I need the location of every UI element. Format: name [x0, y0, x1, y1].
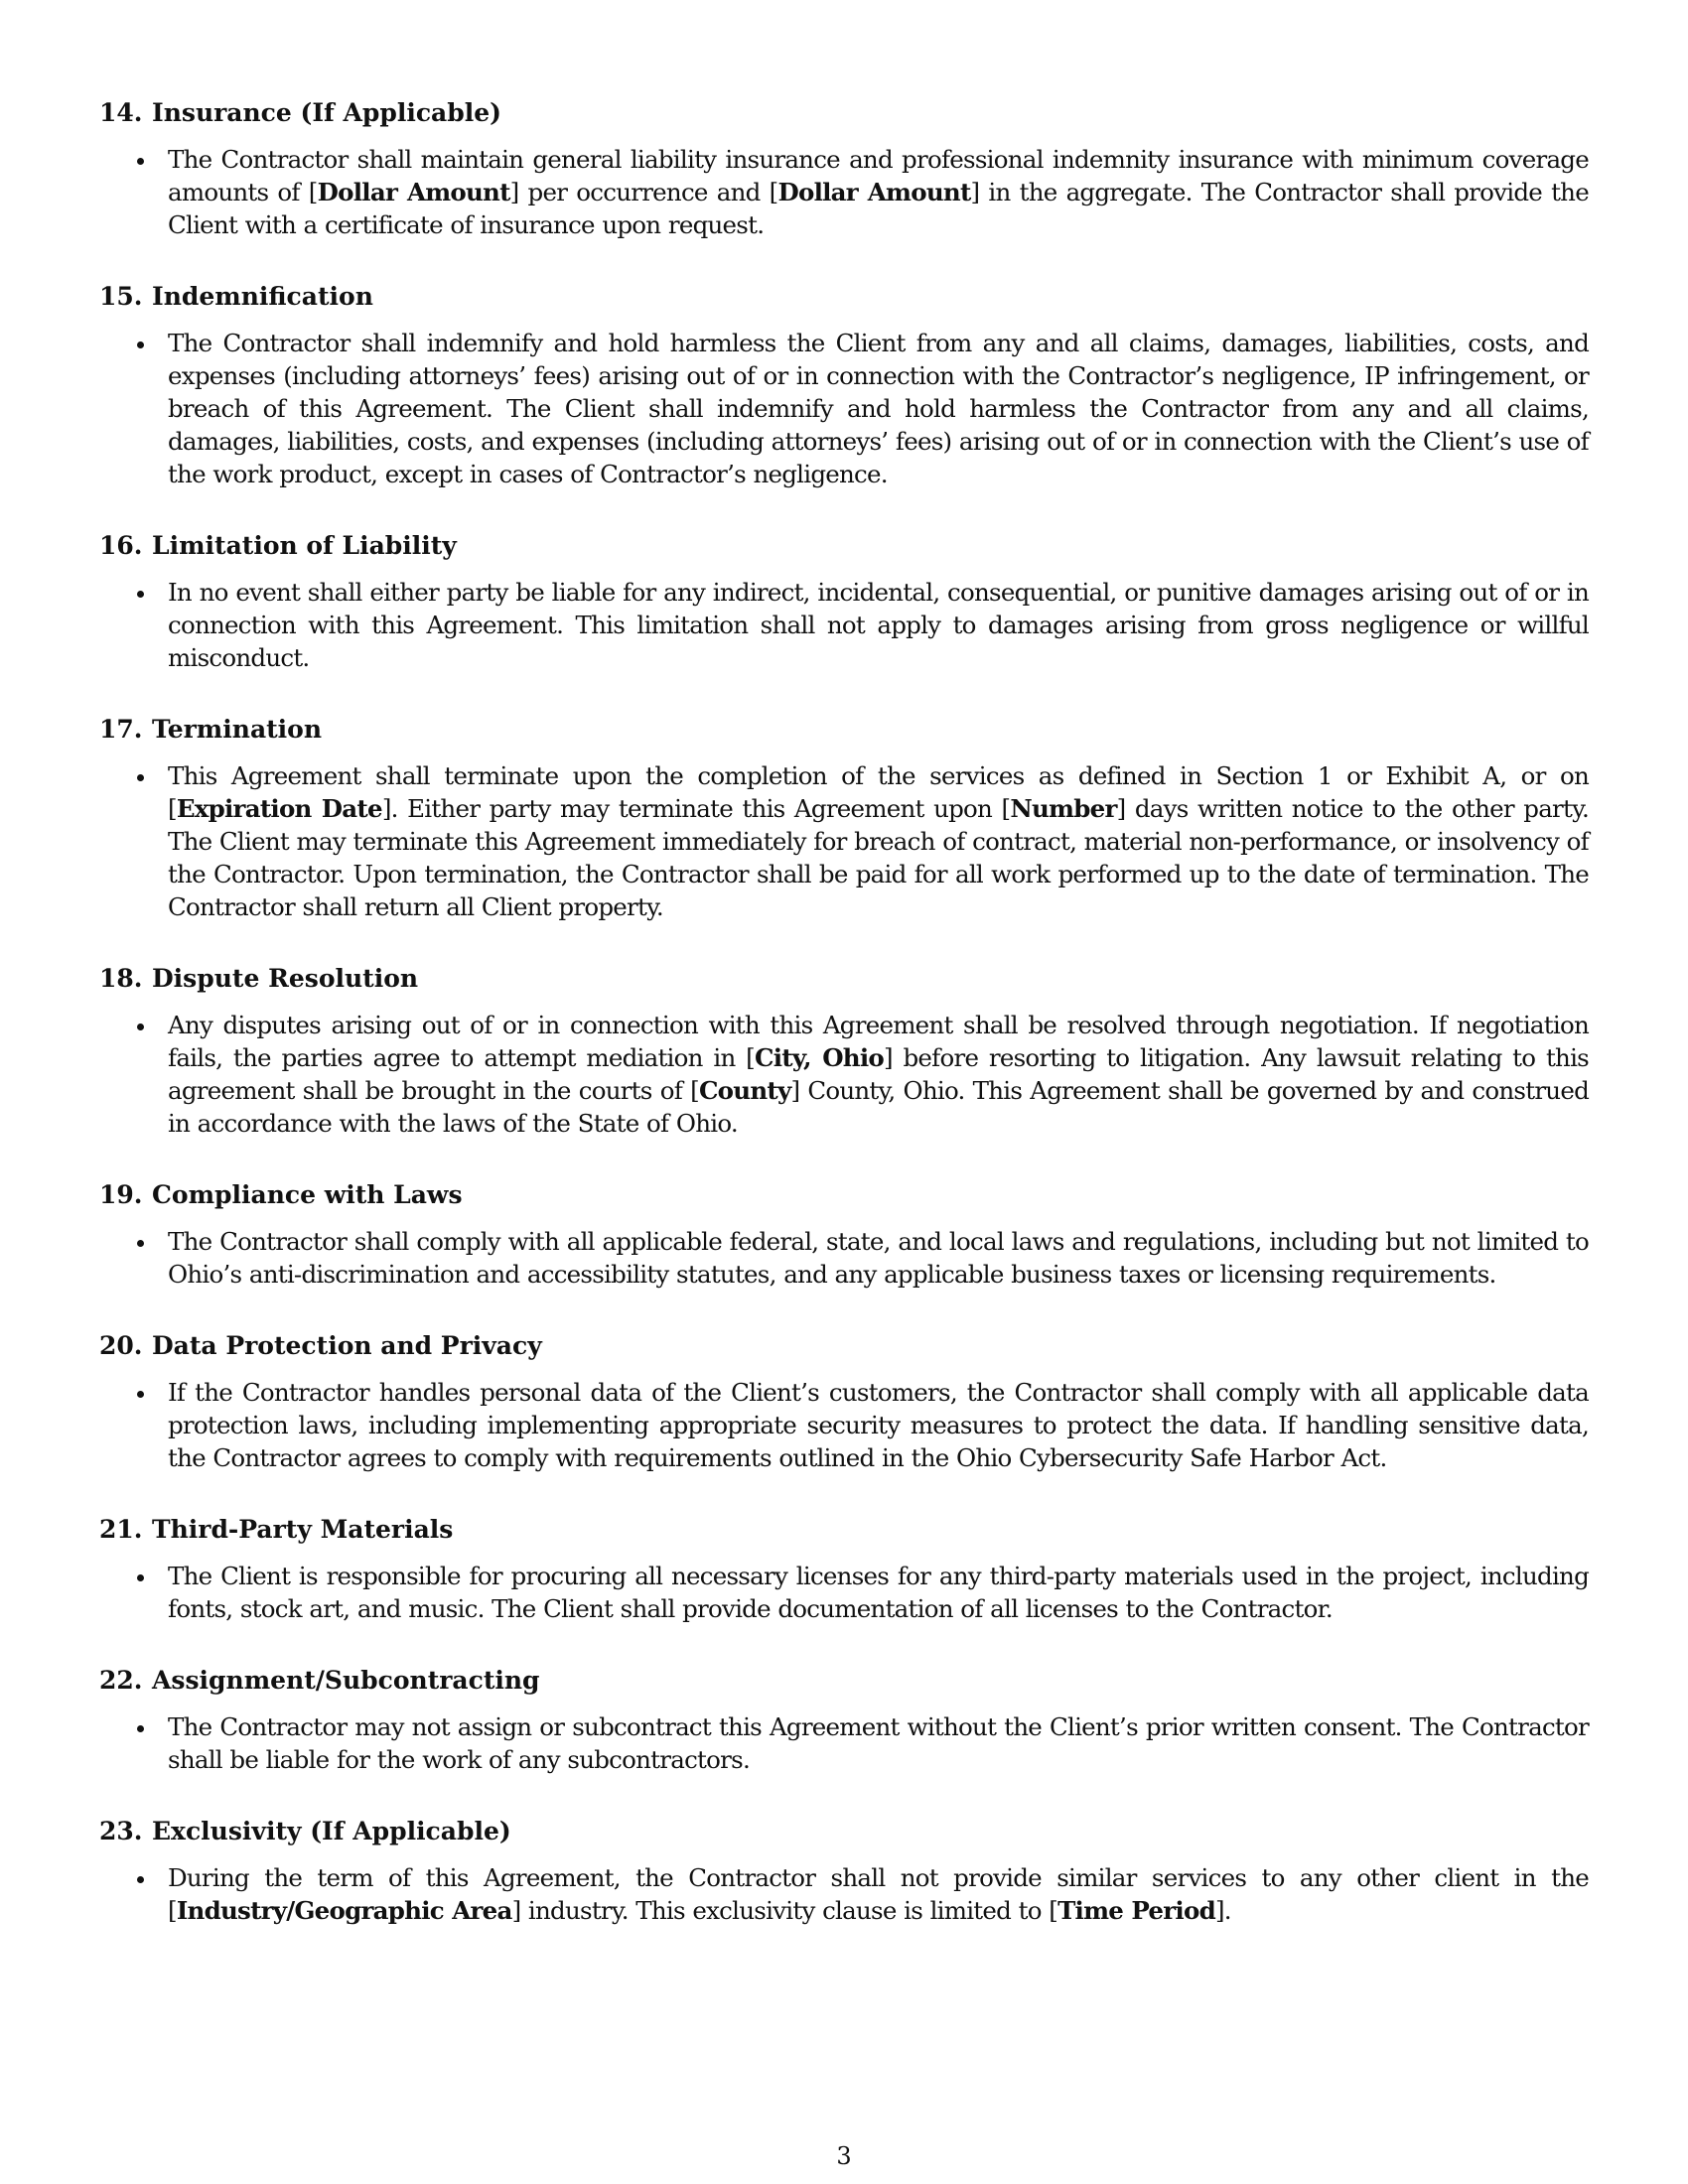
placeholder-field: Industry/Geographic Area: [176, 1896, 512, 1925]
section-text: [168, 143, 1589, 241]
section-text: [168, 327, 1589, 490]
section-title: Assignment/Subcontracting: [152, 1666, 540, 1695]
text-segment: The Contractor may not assign or subcontract this Agreement without the Client’s prior written consent. The Contractor shall be liable for the work of any subcontractors.: [168, 1712, 1589, 1774]
page-number: 3: [836, 2142, 852, 2170]
section-title: Indemnification: [152, 282, 373, 311]
section: [99, 1663, 1589, 1776]
section-heading: [99, 279, 1589, 315]
text-segment: This Agreement shall terminate upon the completion of the services as defined in Section 1 or Exhibit A, or on [: [168, 761, 1589, 823]
placeholder-field: City, Ohio: [754, 1043, 884, 1072]
section-title: Compliance with Laws: [152, 1180, 463, 1209]
text-segment: ] per occurrence and [: [509, 178, 778, 206]
section-heading: [99, 961, 1589, 997]
section-title: Third-Party Materials: [152, 1515, 454, 1544]
bullet-icon: [137, 1574, 144, 1581]
contract-sections: [99, 95, 1589, 1965]
bullet-icon: [137, 774, 144, 781]
text-segment: ] before resorting to litigation. Any lawsuit relating to this agreement shall be brought in the courts of [: [168, 1043, 1589, 1105]
text-segment: ] in the aggregate. The Contractor shall provide the Client with a certificate of insurance upon request.: [168, 178, 1589, 239]
placeholder-field: Dollar Amount: [317, 178, 510, 206]
section-title: Insurance (If Applicable): [152, 98, 501, 127]
bullet-icon: [137, 1391, 144, 1398]
section-number: 18.: [99, 964, 143, 993]
bullet-icon: [137, 158, 144, 165]
section-number: 15.: [99, 282, 143, 311]
section-heading: [99, 1814, 1589, 1849]
bullet-icon: [137, 1725, 144, 1732]
bullet-icon: [137, 1876, 144, 1883]
section-text: [168, 1009, 1589, 1140]
section-text: [168, 1861, 1589, 1927]
text-segment: ] County, Ohio. This Agreement shall be governed by and construed in accordance with the laws of the State of Ohio.: [168, 1076, 1590, 1138]
placeholder-field: Number: [1010, 794, 1117, 823]
text-segment: In no event shall either party be liable for any indirect, incidental, consequential, or punitive damages arising out of or in connection with this Agreement. This limitation shall not apply to damages arising from gross negligence or willful misconduct.: [168, 578, 1589, 672]
section-number: 16.: [99, 531, 143, 560]
section-title: Termination: [152, 715, 323, 744]
text-segment: The Contractor shall comply with all applicable federal, state, and local laws and regulations, including but not limited to Ohio’s anti-discrimination and accessibility statutes, and any applicable business taxes or licensing requirements.: [168, 1227, 1589, 1289]
placeholder-field: Expiration Date: [176, 794, 382, 823]
section-number: 17.: [99, 715, 143, 744]
text-segment: Any disputes arising out of or in connection with this Agreement shall be resolved through negotiation. If negotiation fails, the parties agree to attempt mediation in [: [168, 1011, 1589, 1072]
section-number: 19.: [99, 1180, 143, 1209]
bullet-icon: [137, 1024, 144, 1030]
text-segment: The Contractor shall indemnify and hold harmless the Client from any and all claims, damages, liabilities, costs, and expenses (including attorneys’ fees) arising out of or in connection with the Contractor’s negligence, IP infringement, or breach of this Agreement. The Client shall indemnify and hold harmless the Contractor from any and all claims, damages, liabilities, costs, and expenses (including attorneys’ fees) arising out of or in connection with the Client’s use of the work product, except in cases of Contractor’s negligence.: [168, 329, 1589, 488]
section-text: [168, 1376, 1589, 1474]
bullet-item: [99, 1376, 1589, 1474]
bullet-item: [99, 1861, 1589, 1927]
bullet-item: [99, 576, 1589, 674]
text-segment: The Contractor shall maintain general liability insurance and professional indemnity insurance with minimum coverage amounts of [: [168, 145, 1589, 206]
text-segment: ] days written notice to the other party. The Client may terminate this Agreement immediately for breach of contract, material non-performance, or insolvency of the Contractor. Upon termination, the Contractor shall be paid for all work performed up to the date of termination. The Contractor shall return all Client property.: [168, 794, 1589, 921]
section-heading: [99, 1663, 1589, 1699]
section: [99, 1814, 1589, 1927]
text-segment: ].: [1214, 1896, 1231, 1925]
bullet-icon: [137, 1240, 144, 1247]
text-segment: If the Contractor handles personal data of the Client’s customers, the Contractor shall comply with all applicable data protection laws, including implementing appropriate security measures to protect the data. If handling sensitive data, the Contractor agrees to comply with requirements outlined in the Ohio Cybersecurity Safe Harbor Act.: [168, 1378, 1589, 1472]
text-segment: During the term of this Agreement, the Contractor shall not provide similar services to any other client in the [: [168, 1863, 1589, 1925]
section-heading: [99, 1328, 1589, 1364]
section-heading: [99, 528, 1589, 564]
section-text: [168, 1560, 1589, 1625]
section: [99, 528, 1589, 674]
section-heading: [99, 95, 1589, 131]
bullet-icon: [137, 591, 144, 598]
section-title: Limitation of Liability: [152, 531, 457, 560]
text-segment: The Client is responsible for procuring all necessary licenses for any third-party materials used in the project, including fonts, stock art, and music. The Client shall provide documentation of all licenses to the Contractor.: [168, 1562, 1589, 1623]
section-text: [168, 1710, 1589, 1776]
text-segment: ]. Either party may terminate this Agreement upon [: [381, 794, 1011, 823]
section-text: [168, 576, 1589, 674]
bullet-item: [99, 1710, 1589, 1776]
section: [99, 961, 1589, 1140]
section: [99, 1328, 1589, 1474]
bullet-item: [99, 1225, 1589, 1291]
text-segment: ] industry. This exclusivity clause is limited to [: [511, 1896, 1058, 1925]
section-heading: [99, 1512, 1589, 1548]
section: [99, 712, 1589, 923]
section-number: 14.: [99, 98, 143, 127]
bullet-item: [99, 143, 1589, 241]
placeholder-field: Time Period: [1057, 1896, 1215, 1925]
section: [99, 95, 1589, 241]
bullet-item: [99, 759, 1589, 923]
section-text: [168, 759, 1589, 923]
section: [99, 1512, 1589, 1625]
section-title: Dispute Resolution: [152, 964, 419, 993]
section-number: 20.: [99, 1331, 143, 1360]
bullet-icon: [137, 341, 144, 348]
bullet-item: [99, 1560, 1589, 1625]
section-number: 22.: [99, 1666, 143, 1695]
section-text: [168, 1225, 1589, 1291]
bullet-item: [99, 327, 1589, 490]
section-number: 21.: [99, 1515, 143, 1544]
section-heading: [99, 712, 1589, 748]
placeholder-field: Dollar Amount: [777, 178, 971, 206]
bullet-item: [99, 1009, 1589, 1140]
placeholder-field: County: [698, 1076, 791, 1105]
section: [99, 1177, 1589, 1291]
section-number: 23.: [99, 1817, 143, 1845]
section-title: Exclusivity (If Applicable): [152, 1817, 511, 1845]
section: [99, 279, 1589, 490]
section-heading: [99, 1177, 1589, 1213]
section-title: Data Protection and Privacy: [152, 1331, 542, 1360]
